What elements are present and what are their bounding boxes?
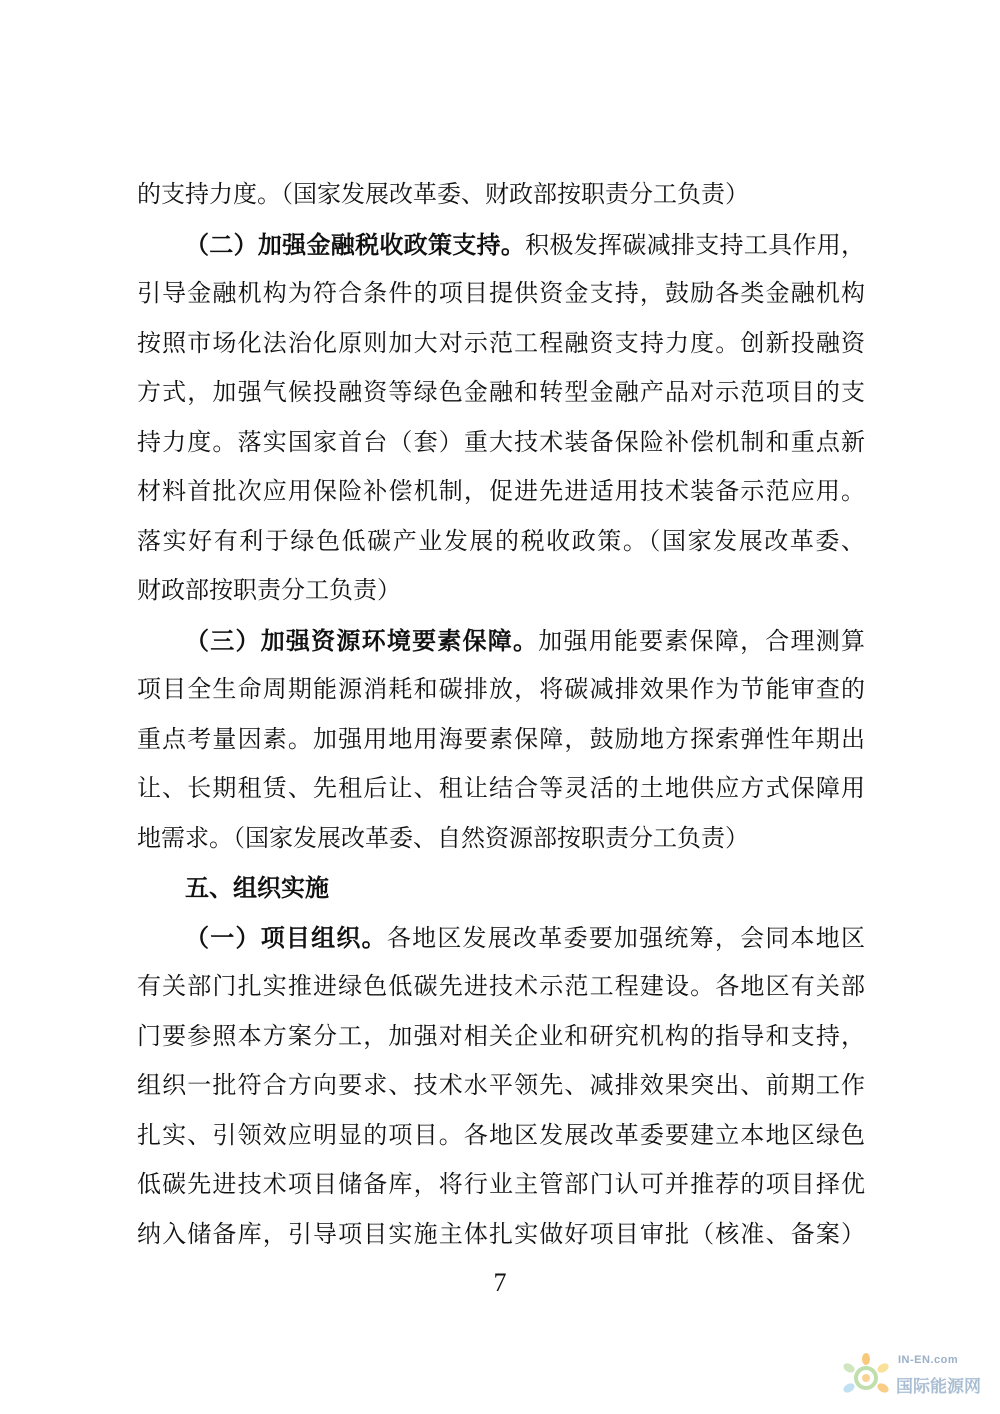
paragraph-lead-rest: 积极发挥碳减排支持工具作用，	[525, 230, 865, 259]
page-number: 7	[493, 1268, 507, 1297]
text-line: 门要参照本方案分工，加强对相关企业和研究机构的指导和支持，	[137, 1021, 865, 1050]
paragraph-lead-rest: 各地区发展改革委要加强统筹，会同本地区	[386, 923, 865, 952]
text-line: 按照市场化法治化原则加大对示范工程融资支持力度。创新投融资	[137, 328, 865, 357]
paragraph-lead: （一）项目组织。	[185, 922, 387, 952]
watermark-brand: 国际能源网	[896, 1377, 981, 1397]
text-line: 方式，加强气候投融资等绿色金融和转型金融产品对示范项目的支	[137, 378, 865, 406]
paragraph-lead: （三）加强资源环境要素保障。	[185, 625, 539, 655]
watermark-logo	[836, 1346, 986, 1406]
text-line: 地需求。（国家发展改革委、自然资源部按职责分工负责）	[137, 823, 749, 852]
text-line: 重点考量因素。加强用地用海要素保障，鼓励地方探索弹性年期出	[137, 724, 865, 753]
text-line: 组织一批符合方向要求、技术水平领先、减排效果突出、前期工作	[137, 1071, 865, 1099]
text-line: 材料首批次应用保险补偿机制，促进先进适用技术装备示范应用。	[137, 477, 865, 505]
text-line: 让、长期租赁、先租后让、租让结合等灵活的土地供应方式保障用	[137, 774, 865, 802]
paragraph-first-line	[137, 220, 865, 270]
paragraph-first-line	[137, 913, 865, 963]
sun-logo-icon	[836, 1346, 896, 1406]
text-line: 引导金融机构为符合条件的项目提供资金支持，鼓励各类金融机构	[137, 279, 865, 307]
text-line: 低碳先进技术项目储备库，将行业主管部门认可并推荐的项目择优	[137, 1170, 865, 1198]
section-heading: 五、组织实施	[185, 873, 329, 902]
paragraph-lead-rest: 加强用能要素保障，合理测算	[538, 626, 865, 655]
text-line: 财政部按职责分工负责）	[137, 576, 401, 604]
text-line: 纳入储备库，引导项目实施主体扎实做好项目审批（核准、备案）	[137, 1219, 865, 1248]
watermark-domain: IN-EN.com	[898, 1354, 959, 1366]
text-line: 落实好有利于绿色低碳产业发展的税收政策。（国家发展改革委、	[137, 526, 865, 555]
paragraph-lead: （二）加强金融税收政策支持。	[185, 229, 526, 259]
text-line: 的支持力度。（国家发展改革委、财政部按职责分工负责）	[137, 180, 749, 208]
text-line: 有关部门扎实推进绿色低碳先进技术示范工程建设。各地区有关部	[137, 972, 865, 1000]
text-line: 项目全生命周期能源消耗和碳排放，将碳减排效果作为节能审查的	[137, 675, 865, 703]
text-line: 持力度。落实国家首台（套）重大技术装备保险补偿机制和重点新	[137, 427, 865, 456]
paragraph-first-line	[137, 616, 865, 666]
body-text	[137, 170, 865, 1259]
text-line: 扎实、引领效应明显的项目。各地区发展改革委要建立本地区绿色	[137, 1120, 865, 1149]
